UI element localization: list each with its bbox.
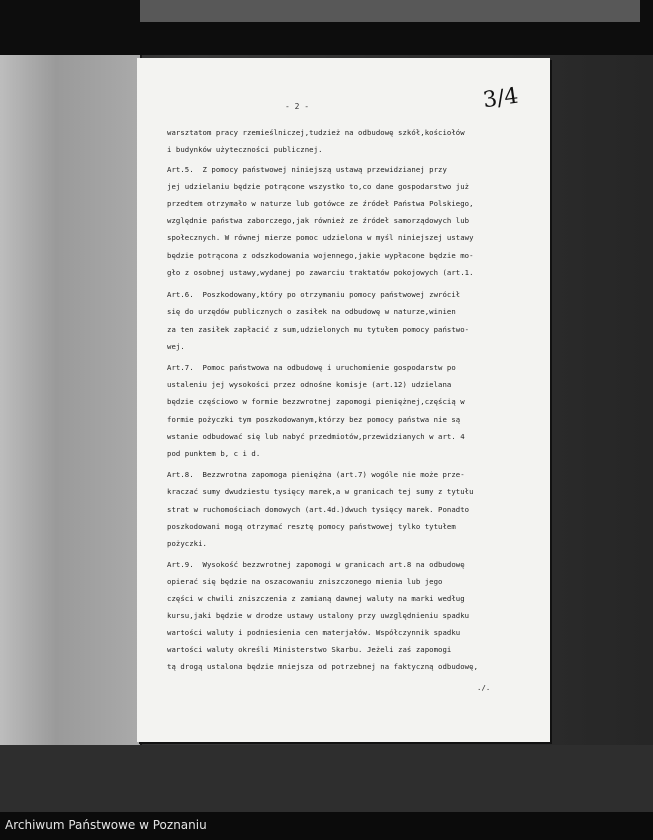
- archive-footer-text: Archiwum Państwowe w Poznaniu: [5, 818, 207, 832]
- text-line: poszkodowani mogą otrzymać resztę pomocy państwowej tylko tytułem: [167, 522, 456, 531]
- text-line: wartości waluty określi Ministerstwo Skarbu. Jeżeli zaś zapomogi: [167, 645, 452, 654]
- text-line: będzie potrącona z odszkodowania wojennego,jakie wypłacone będzie mo-: [167, 251, 474, 260]
- text-line: ustaleniu jej wysokości przez odnośne komisje (art.12) udzielana: [167, 380, 452, 389]
- scan-bottom-border: [0, 745, 653, 812]
- text-line: przedtem otrzymało w naturze lub gotówce ze źródeł Państwa Polskiego,: [167, 199, 474, 208]
- text-line: opierać się będzie na oszacowaniu zniszczonego mienia lub jego: [167, 577, 443, 586]
- text-line: części w chwili zniszczenia z zamianą dawnej waluty na marki według: [167, 594, 465, 603]
- article-8-line: Art.8. Bezzwrotna zapomoga pieniężna (art.7) wogóle nie może prze-: [167, 470, 465, 479]
- article-7-line: Art.7. Pomoc państwowa na odbudowę i uruchomienie gospodarstw po: [167, 363, 456, 372]
- article-9-line: Art.9. Wysokość bezzwrotnej zapomogi w granicach art.8 na odbudowę: [167, 560, 465, 569]
- text-line: społecznych. W równej mierze pomoc udzielona w myśl niniejszej ustawy: [167, 233, 474, 242]
- text-line: i budynków użyteczności publicznej.: [167, 145, 323, 154]
- text-line: względnie państwa zaborczego,jak również ze źródeł samorządowych lub: [167, 216, 470, 225]
- text-line: warsztatom pracy rzemieślniczej,tudzież na odbudowę szkół,kościołów: [167, 128, 465, 137]
- text-line: wartości waluty i podniesienia cen materjałów. Współczynnik spadku: [167, 628, 461, 637]
- text-line: wej.: [167, 342, 185, 351]
- handwritten-page-mark: 3/4: [481, 83, 520, 114]
- text-line: gło z osobnej ustawy,wydanej po zawarciu traktatów pokojowych (art.1.: [167, 268, 474, 277]
- continuation-mark: ./.: [477, 683, 491, 692]
- text-line: tą drogą ustalona będzie mniejsza od potrzebnej na faktyczną odbudowę,: [167, 662, 479, 671]
- document-page: [137, 58, 550, 742]
- page-number: - 2 -: [285, 102, 310, 111]
- adjacent-page-strip: [0, 55, 142, 745]
- text-line: będzie częściowo w formie bezzwrotnej zapomogi pieniężnej,częścią w: [167, 397, 465, 406]
- text-line: się do urzędów publicznych o zasiłek na odbudowę w naturze,winien: [167, 307, 456, 316]
- text-line: jej udzielaniu będzie potrącone wszystko to,co dane gospodarstwo już: [167, 182, 470, 191]
- article-6-line: Art.6. Poszkodowany,który po otrzymaniu pomocy państwowej zwrócił: [167, 290, 461, 299]
- text-line: strat w ruchomościach domowych (art.4d.)dwuch tysięcy marek. Ponadto: [167, 505, 470, 514]
- scan-top-edge: [140, 0, 640, 22]
- text-line: formie pożyczki tym poszkodowanym,którzy bez pomocy państwa nie są: [167, 415, 461, 424]
- text-line: kursu,jaki będzie w drodze ustawy ustalony przy uwzględnieniu spadku: [167, 611, 470, 620]
- article-5-line: Art.5. Z pomocy państwowej niniejszą ustawą przewidzianej przy: [167, 165, 447, 174]
- text-line: pożyczki.: [167, 539, 207, 548]
- text-line: wstanie odbudować się lub nabyć przedmiotów,przewidzianych w art. 4: [167, 432, 465, 441]
- text-line: za ten zasiłek zapłacić z sum,udzielonych mu tytułem pomocy państwo-: [167, 325, 470, 334]
- text-line: pod punktem b, c i d.: [167, 449, 261, 458]
- text-line: kraczać sumy dwudziestu tysięcy marek,a w granicach tej sumy z tytułu: [167, 487, 474, 496]
